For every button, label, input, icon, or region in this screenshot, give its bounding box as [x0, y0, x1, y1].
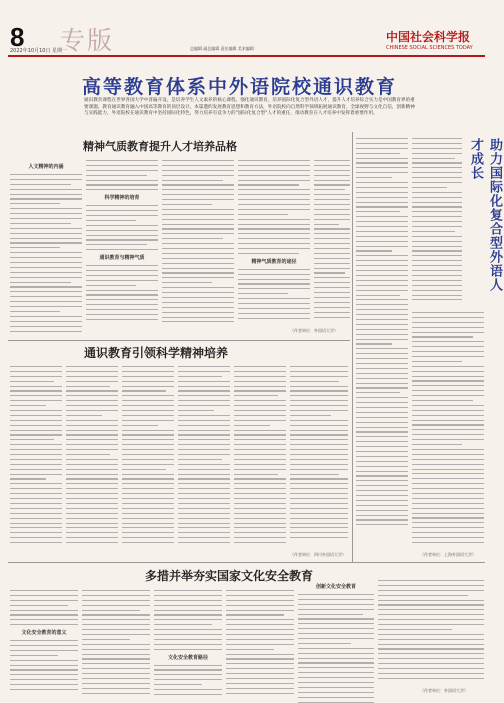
- article-4-col-3: [154, 590, 222, 695]
- article-3-col-1: [10, 366, 62, 556]
- article-3-col-2: [66, 366, 118, 556]
- article-4-rule: [8, 562, 485, 563]
- article-1-subhead-2: 科学精神的培育: [104, 195, 140, 202]
- article-1-subhead-3: 通识教育与精神气质: [99, 255, 145, 262]
- article-3-rule: [8, 340, 350, 341]
- article-4-subhead-2: 文化安全教育路径: [167, 654, 208, 661]
- article-1-col-4: [238, 160, 310, 330]
- article-1-subhead-4: 精神气质教育的途径: [251, 258, 297, 265]
- article-2-col-2: [412, 138, 462, 308]
- article-4-subhead-3: 创新文化安全教育: [315, 584, 356, 590]
- article-3-col-3: [122, 366, 174, 556]
- article-3-col-5: [234, 366, 286, 556]
- article-4-col-6: [378, 580, 484, 685]
- masthead-subtitle: CHINESE SOCIAL SCIENCES TODAY: [386, 45, 473, 51]
- article-2-byline: （作者单位：上海外国语大学）: [420, 552, 476, 557]
- article-1-col-5: [314, 160, 350, 330]
- article-3-col-6: [290, 366, 348, 556]
- dateline: 2022年10月10日 星期一: [10, 48, 68, 54]
- article-1-title: 精神气质教育提升人才培养品格: [83, 140, 237, 153]
- article-3-col-4: [178, 366, 230, 556]
- article-1-col-2: [86, 160, 158, 330]
- lead-paragraph: 通识教育课程在世界各国大学中普遍开设，是培养学生人文素养的核心课程。强化通识教育，培养国际化复合型外语人才，提升人才培养综合实力是中国教育界的重要课题。教育通识教育融入中国高等教育的顶层设计。本篇邀约发展教育思想和教育方法，外语院校向自然科学领域拓展通识教育，全球视野与文化自信，创新精神与实践能力，外语院校在通识教育中坚持国际化特色，努力培养有竞争力的"国际化复合型"人才的重任，推动教育在人才培养中发挥着重要作用。: [84, 98, 415, 116]
- editor-info: 总编辑 副总编辑 责任编辑 美术编辑: [190, 46, 254, 51]
- article-4-col-4: [226, 590, 294, 695]
- article-2-col-3: [412, 312, 484, 557]
- article-4-byline: （作者单位：外国语大学）: [420, 688, 468, 693]
- article-4-subhead-1: 文化安全教育的意义: [21, 630, 67, 637]
- article-4-col-5: [298, 580, 374, 695]
- section-title: 专版: [60, 26, 115, 55]
- article-4-col-1: [10, 590, 78, 695]
- article-4-col-2: [82, 590, 150, 695]
- right-divider: [352, 132, 353, 562]
- article-1-subhead-1: 人文精神的内涵: [28, 164, 64, 170]
- page-number: 8: [10, 22, 25, 52]
- article-3-title: 通识教育引领科学精神培养: [84, 346, 229, 360]
- article-1-col-1: [10, 160, 82, 330]
- header-rule: [8, 55, 485, 57]
- article-1-col-3: [162, 160, 234, 330]
- article-4-title: 多措并举夯实国家文化安全教育: [145, 569, 314, 583]
- article-3-byline: （作者单位：四川外国语大学）: [290, 552, 346, 557]
- article-1-byline: （作者单位：外国语大学）: [290, 328, 338, 333]
- article-2-title: 助力国际化复合型外语人才成长: [468, 138, 502, 292]
- masthead: 中国社会科学报: [386, 30, 471, 44]
- main-title: 高等教育体系中外语院校通识教育: [82, 76, 398, 98]
- article-2-col-1: [356, 138, 408, 553]
